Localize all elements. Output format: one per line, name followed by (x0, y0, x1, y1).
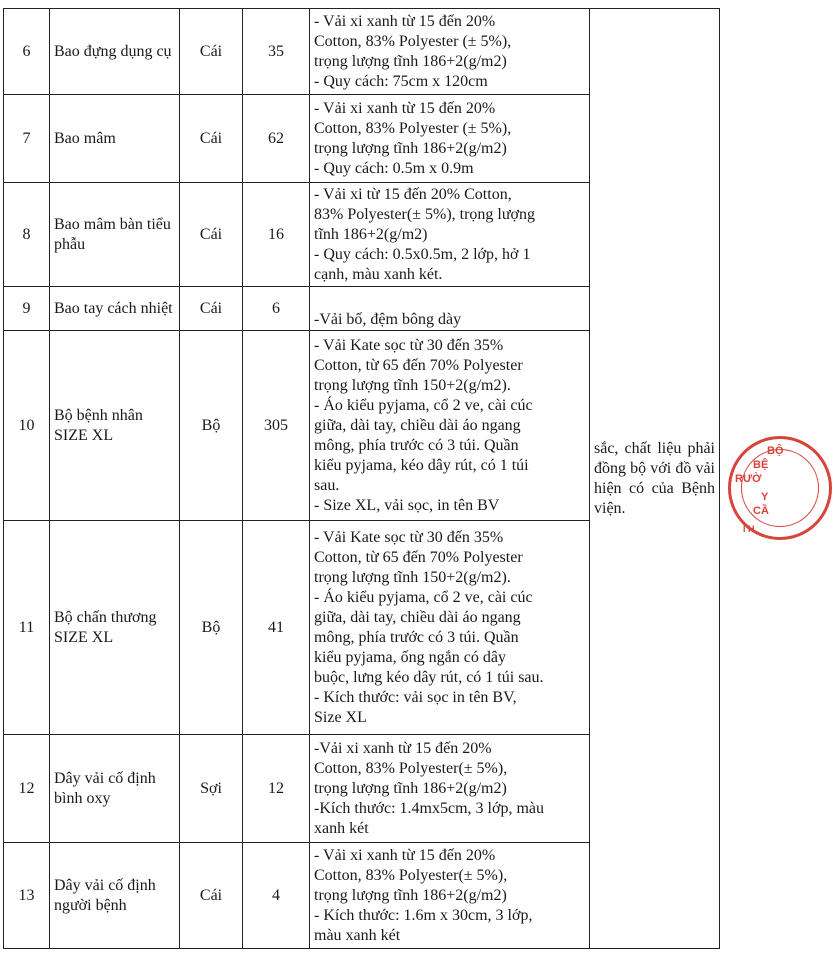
item-specification (310, 9, 590, 95)
spec-line: - Quy cách: 0.5x0.5m, 2 lớp, hở 1 (314, 245, 531, 263)
item-name: Bao đựng dụng cụ (50, 9, 180, 95)
item-unit: Sợi (180, 735, 243, 843)
item-name: Bao mâm (50, 95, 180, 183)
item-name: Dây vải cố định bình oxy (50, 735, 180, 843)
item-quantity: 16 (243, 183, 310, 287)
spec-line: trọng lượng tĩnh 186+2(g/m2) (314, 779, 507, 797)
item-specification (310, 95, 590, 183)
spec-line: Cotton, từ 65 đến 70% Polyester (314, 548, 523, 566)
spec-line: - Vải xi từ 15 đến 20% Cotton, (314, 185, 512, 203)
spec-line: Cotton, 83% Polyester (± 5%), (314, 119, 512, 137)
spec-line: - Áo kiểu pyjama, cổ 2 ve, cài cúc (314, 396, 533, 414)
spec-line: - Quy cách: 75cm x 120cm (314, 72, 488, 90)
item-quantity: 4 (243, 843, 310, 949)
spec-line: Size XL (314, 708, 367, 726)
item-name: Bao mâm bàn tiểu phẫu (50, 183, 180, 287)
spec-line: - Kích thước: vải sọc in tên BV, (314, 688, 517, 706)
spec-line: - Áo kiểu pyjama, cổ 2 ve, cài cúc (314, 588, 533, 606)
item-name: Dây vải cố định người bệnh (50, 843, 180, 949)
spec-line: kiểu pyjama, ống ngắn có dây (314, 648, 506, 666)
spec-line: - Kích thước: 1.6m x 30cm, 3 lớp, (314, 906, 533, 924)
spec-line: - Size XL, vải sọc, in tên BV (314, 496, 500, 514)
spec-line: buộc, lưng kéo dây rút, có 1 túi sau. (314, 668, 544, 686)
spec-line: - Vải xi xanh từ 15 đến 20% (314, 99, 496, 117)
spec-line: giữa, dài tay, chiều dài áo ngang (314, 416, 521, 434)
item-quantity: 305 (243, 331, 310, 521)
spec-line: -Vải xi xanh từ 15 đến 20% (314, 739, 492, 757)
item-unit: Cái (180, 287, 243, 331)
seal-text: BỘ (767, 445, 784, 457)
seal-text: Y (761, 491, 769, 503)
spec-line: trọng lượng tĩnh 186+2(g/m2) (314, 139, 507, 157)
item-specification (310, 735, 590, 843)
seal-text: BỆ (753, 459, 769, 471)
item-unit: Bộ (180, 331, 243, 521)
spec-line: trọng lượng tĩnh 150+2(g/m2). (314, 568, 511, 586)
item-specification (310, 843, 590, 949)
spec-line: Cotton, 83% Polyester(± 5%), (314, 866, 508, 884)
spec-line: mông, phía trước có 3 túi. Quần (314, 436, 519, 454)
item-quantity: 41 (243, 521, 310, 735)
specification-table (3, 8, 720, 949)
item-quantity: 6 (243, 287, 310, 331)
spec-line: giữa, dài tay, chiều dài áo ngang (314, 608, 521, 626)
spec-line: Cotton, 83% Polyester(± 5%), (314, 759, 508, 777)
item-unit: Cái (180, 183, 243, 287)
spec-line: trọng lượng tĩnh 150+2(g/m2). (314, 376, 511, 394)
row-number: 7 (4, 95, 50, 183)
table-row (4, 9, 720, 95)
row-number: 12 (4, 735, 50, 843)
item-quantity: 62 (243, 95, 310, 183)
spec-line: Cotton, 83% Polyester (± 5%), (314, 32, 512, 50)
spec-line: - Vải xi xanh từ 15 đến 20% (314, 12, 496, 30)
item-specification (310, 331, 590, 521)
spec-line: trọng lượng tĩnh 186+2(g/m2) (314, 886, 507, 904)
spec-line: - Vải xi xanh từ 15 đến 20% (314, 846, 496, 864)
item-quantity: 35 (243, 9, 310, 95)
red-seal-stamp (728, 436, 832, 540)
seal-text: CẦ (753, 505, 769, 517)
seal-text: RƯỜ (735, 473, 762, 485)
item-unit: Cái (180, 9, 243, 95)
item-specification (310, 287, 590, 331)
item-name: Bộ chấn thương SIZE XL (50, 521, 180, 735)
spec-line: xanh két (314, 819, 369, 837)
item-unit: Cái (180, 95, 243, 183)
spec-line: - Quy cách: 0.5m x 0.9m (314, 159, 474, 177)
spec-line: cạnh, màu xanh két. (314, 265, 443, 283)
spec-line: kiểu pyjama, kéo dây rút, có 1 túi (314, 456, 529, 474)
row-number: 6 (4, 9, 50, 95)
spec-line: màu xanh két (314, 926, 401, 944)
spec-line: 83% Polyester(± 5%), trọng lượng (314, 205, 535, 223)
row-number: 9 (4, 287, 50, 331)
spec-line: sau. (314, 476, 340, 494)
item-specification (310, 521, 590, 735)
spec-line: - Vải Kate sọc từ 30 đến 35% (314, 528, 504, 546)
spec-line: mông, phía trước có 3 túi. Quần (314, 628, 519, 646)
spec-line: trọng lượng tĩnh 186+2(g/m2) (314, 52, 507, 70)
row-number: 13 (4, 843, 50, 949)
row-number: 10 (4, 331, 50, 521)
item-unit: Bộ (180, 521, 243, 735)
spec-line: tĩnh 186+2(g/m2) (314, 225, 428, 243)
item-unit: Cái (180, 843, 243, 949)
spec-line: -Vải bố, đệm bông dày (314, 311, 462, 328)
spec-line: - Vải Kate sọc từ 30 đến 35% (314, 336, 504, 354)
item-name: Bộ bệnh nhân SIZE XL (50, 331, 180, 521)
row-number: 8 (4, 183, 50, 287)
item-specification (310, 183, 590, 287)
note-cell: sắc, chất liệu phải đồng bộ với đồ vải hiện có của Bệnh viện. (590, 9, 720, 949)
seal-text: I H (743, 524, 755, 534)
item-name: Bao tay cách nhiệt (50, 287, 180, 331)
item-quantity: 12 (243, 735, 310, 843)
row-number: 11 (4, 521, 50, 735)
spec-line: Cotton, từ 65 đến 70% Polyester (314, 356, 523, 374)
spec-line: -Kích thước: 1.4mx5cm, 3 lớp, màu (314, 799, 544, 817)
